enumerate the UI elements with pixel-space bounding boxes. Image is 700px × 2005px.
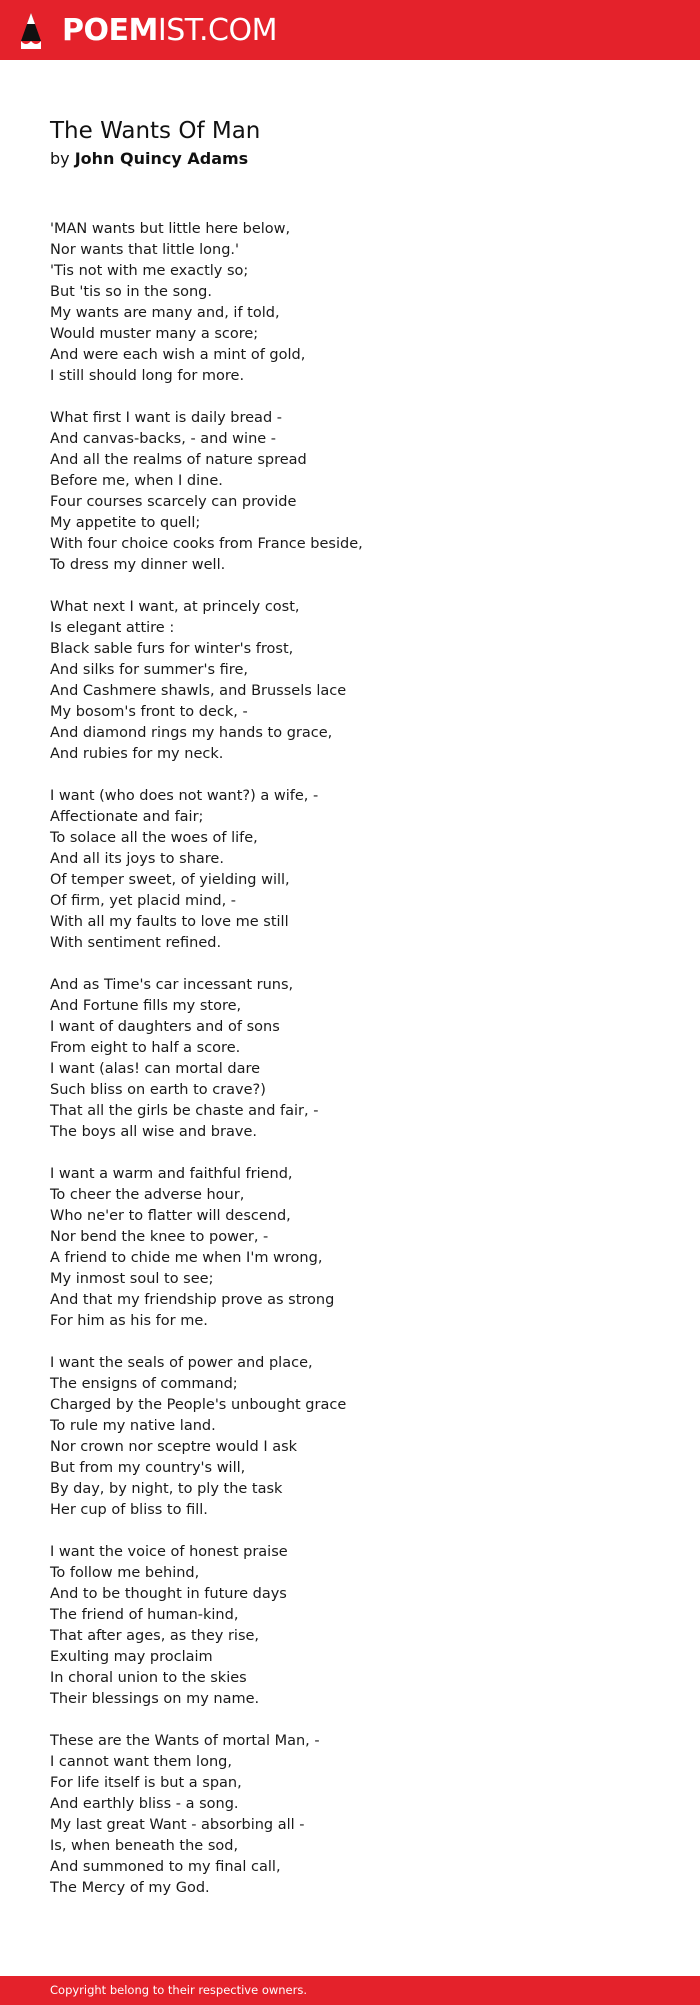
- poem-line: But from my country's will,: [50, 1460, 246, 1476]
- poem-line: To dress my dinner well.: [50, 557, 226, 573]
- poem-line: And summoned to my final call,: [50, 1859, 281, 1875]
- poem-line: These are the Wants of mortal Man, -: [50, 1733, 320, 1749]
- poem-line: With all my faults to love me still: [50, 914, 289, 930]
- poem-line: I want a warm and faithful friend,: [50, 1166, 293, 1182]
- poem-title: The Wants Of Man: [50, 118, 261, 144]
- poem-stanza: [50, 1164, 650, 1332]
- poem-line: In choral union to the skies: [50, 1670, 247, 1686]
- poem-line: That after ages, as they rise,: [50, 1628, 260, 1644]
- copyright-notice: Copyright belong to their respective owners.: [50, 1983, 308, 1997]
- poem-line: A friend to chide me when I'm wrong,: [50, 1250, 323, 1266]
- poem-line: Charged by the People's unbought grace: [50, 1397, 347, 1413]
- poem-line: Who ne'er to flatter will descend,: [50, 1208, 291, 1224]
- poem-line: I want (who does not want?) a wife, -: [50, 788, 319, 804]
- poem-line: I want the seals of power and place,: [50, 1355, 313, 1371]
- poem-author: John Quincy Adams: [74, 149, 249, 168]
- logo-text-light: IST.COM: [157, 13, 277, 48]
- poem-line: For him as his for me.: [50, 1313, 208, 1329]
- poem-stanza: [50, 1542, 650, 1710]
- site-logo[interactable]: [62, 11, 277, 51]
- poem-line: Nor wants that little long.': [50, 242, 240, 258]
- poem-line: Affectionate and fair;: [50, 809, 204, 825]
- poem-line: To solace all the woes of life,: [50, 830, 258, 846]
- poem-line: What first I want is daily bread -: [50, 410, 282, 426]
- poem-line: Such bliss on earth to crave?): [50, 1082, 266, 1098]
- poem-line: And Cashmere shawls, and Brussels lace: [50, 683, 347, 699]
- poem-stanza: [50, 1731, 650, 1899]
- poem-line: 'Tis not with me exactly so;: [50, 263, 249, 279]
- poem-line: Her cup of bliss to fill.: [50, 1502, 208, 1518]
- poem-line: To cheer the adverse hour,: [50, 1187, 245, 1203]
- poem-body: [50, 219, 650, 1920]
- byline-prefix: by: [50, 149, 70, 168]
- poem-line: Is elegant attire :: [50, 620, 175, 636]
- poem-byline: [50, 147, 248, 171]
- poem-line: To follow me behind,: [50, 1565, 200, 1581]
- poem-line: What next I want, at princely cost,: [50, 599, 300, 615]
- site-footer: [0, 1976, 700, 2005]
- poem-line: Nor crown nor sceptre would I ask: [50, 1439, 298, 1455]
- poem-line: The Mercy of my God.: [50, 1880, 210, 1896]
- poem-line: I cannot want them long,: [50, 1754, 232, 1770]
- poem-line: Is, when beneath the sod,: [50, 1838, 239, 1854]
- poem-line: Black sable furs for winter's frost,: [50, 641, 294, 657]
- poem-line: Four courses scarcely can provide: [50, 494, 297, 510]
- poem-line: And that my friendship prove as strong: [50, 1292, 335, 1308]
- poem-line: And earthly bliss - a song.: [50, 1796, 239, 1812]
- poem-line: And all its joys to share.: [50, 851, 224, 867]
- poem-line: With four choice cooks from France beside,: [50, 536, 363, 552]
- poem-line: From eight to half a score.: [50, 1040, 241, 1056]
- poem-line: My appetite to quell;: [50, 515, 201, 531]
- poem-line: I want (alas! can mortal dare: [50, 1061, 261, 1077]
- poem-line: Before me, when I dine.: [50, 473, 223, 489]
- poem-line: And diamond rings my hands to grace,: [50, 725, 333, 741]
- poem-line: The boys all wise and brave.: [50, 1124, 257, 1140]
- logo-text-bold: POEM: [62, 13, 158, 48]
- poem-line: By day, by night, to ply the task: [50, 1481, 283, 1497]
- poem-line: Would muster many a score;: [50, 326, 259, 342]
- poem-line: The friend of human-kind,: [50, 1607, 239, 1623]
- poem-line: I want the voice of honest praise: [50, 1544, 288, 1560]
- poem-line: 'MAN wants but little here below,: [50, 221, 291, 237]
- poem-line: But 'tis so in the song.: [50, 284, 212, 300]
- poem-line: I still should long for more.: [50, 368, 245, 384]
- poem-line: And all the realms of nature spread: [50, 452, 307, 468]
- poem-line: Of temper sweet, of yielding will,: [50, 872, 290, 888]
- poem-stanza: [50, 219, 650, 387]
- poem-line: And Fortune fills my store,: [50, 998, 242, 1014]
- poem-line: Nor bend the knee to power, -: [50, 1229, 269, 1245]
- poem-line: And canvas-backs, - and wine -: [50, 431, 277, 447]
- poem-stanza: [50, 408, 650, 576]
- poem-stanza: [50, 786, 650, 954]
- poem-line: Their blessings on my name.: [50, 1691, 260, 1707]
- poem-stanza: [50, 975, 650, 1143]
- poem-line: My last great Want - absorbing all -: [50, 1817, 305, 1833]
- site-header: [0, 0, 700, 60]
- poem-line: My wants are many and, if told,: [50, 305, 280, 321]
- poem-line: The ensigns of command;: [50, 1376, 238, 1392]
- poem-line: And as Time's car incessant runs,: [50, 977, 294, 993]
- poem-line: To rule my native land.: [50, 1418, 216, 1434]
- poem-stanza: [50, 597, 650, 765]
- poem-line: For life itself is but a span,: [50, 1775, 242, 1791]
- poem-line: My bosom's front to deck, -: [50, 704, 248, 720]
- poem-line: Of firm, yet placid mind, -: [50, 893, 237, 909]
- poem-line: I want of daughters and of sons: [50, 1019, 280, 1035]
- poem-line: And rubies for my neck.: [50, 746, 224, 762]
- poem-line: And to be thought in future days: [50, 1586, 287, 1602]
- poem-line: And were each wish a mint of gold,: [50, 347, 306, 363]
- poem-line: Exulting may proclaim: [50, 1649, 213, 1665]
- poem-line: My inmost soul to see;: [50, 1271, 214, 1287]
- poem-stanza: [50, 1353, 650, 1521]
- poem-line: And silks for summer's fire,: [50, 662, 248, 678]
- poem-line: With sentiment refined.: [50, 935, 222, 951]
- pencil-icon[interactable]: [19, 11, 43, 51]
- poem-line: That all the girls be chaste and fair, -: [50, 1103, 319, 1119]
